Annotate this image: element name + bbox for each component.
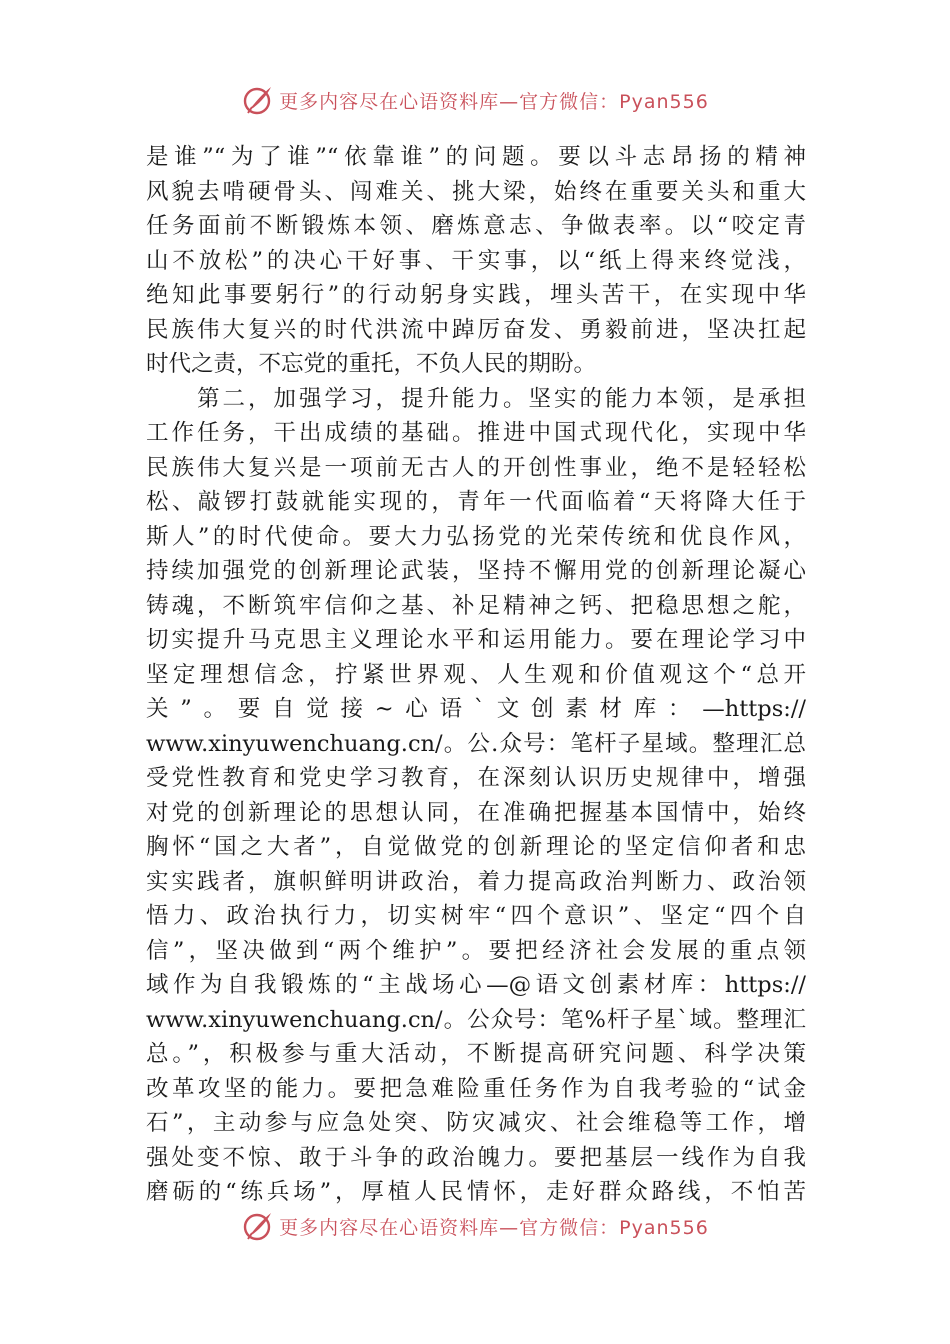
header-watermark-text: 更多内容尽在心语资料库—官方微信：Pyan556 — [279, 90, 709, 113]
text-line: 工作任务，干出成绩的基础。推进中国式现代化，实现中华 — [146, 420, 806, 446]
text-line: 铸魂，不断筑牢信仰之基、补足精神之钙、把稳思想之舵， — [146, 592, 806, 619]
header-watermark — [0, 80, 950, 120]
text-line: 松、敲锣打鼓就能实现的，青年一代面临着“天将降大任于 — [146, 489, 806, 515]
text-line: www.xinyuwenchuang.cn/。公众号：笔%杆子星`域。整理汇 — [146, 1006, 806, 1033]
text-line: 域作为自我锻炼的“主战场心—@语文创素材库：https:// — [146, 972, 806, 998]
text-line: 任务面前不断锻炼本领、磨炼意志、争做表率。以“咬定青 — [146, 213, 806, 239]
text-line: 关”。要自觉接~心语`文创素材库：—https:// — [146, 696, 806, 722]
text-line: 是谁”“为了谁”“依靠谁”的问题。要以斗志昂扬的精神 — [146, 144, 806, 170]
text-line: 时代之责，不忘党的重托，不负人民的期盼。 — [146, 351, 597, 377]
text-line: 斯人”的时代使命。要大力弘扬党的光荣传统和优良作风， — [146, 523, 806, 550]
text-line: 第二，加强学习，提升能力。坚实的能力本领，是承担 — [146, 385, 806, 412]
text-line: 民族伟大复兴的时代洪流中踔厉奋发、勇毅前进，坚决扛起 — [146, 316, 806, 343]
text-line: 山不放松”的决心干好事、干实事，以“纸上得来终觉浅， — [146, 247, 806, 274]
document-body — [146, 140, 806, 1210]
text-line: 悟力、政治执行力，切实树牢“四个意识”、坚定“四个自 — [146, 903, 806, 929]
text-line: 持续加强党的创新理论武装，坚持不懈用党的创新理论凝心 — [146, 558, 806, 584]
text-line: www.xinyuwenchuang.cn/。公.众号：笔杆子星域。整理汇总 — [146, 730, 806, 757]
footer-watermark — [0, 1206, 950, 1246]
text-line: 实实践者，旗帜鲜明讲政治，着力提高政治判断力、政治领 — [146, 868, 806, 895]
text-line: 对党的创新理论的思想认同，在准确把握基本国情中，始终 — [146, 799, 806, 826]
text-line: 石”，主动参与应急处突、防灾减灾、社会维稳等工作，增 — [146, 1110, 806, 1136]
text-line: 信”，坚决做到“两个维护”。要把经济社会发展的重点领 — [146, 937, 806, 964]
text-line: 民族伟大复兴是一项前无古人的开创性事业，绝不是轻轻松 — [146, 454, 806, 481]
text-line: 强处变不惊、敢于斗争的政治魄力。要把基层一线作为自我 — [146, 1144, 806, 1171]
text-line: 坚定理想信念，拧紧世界观、人生观和价值观这个“总开 — [146, 661, 806, 688]
footer-watermark-text: 更多内容尽在心语资料库—官方微信：Pyan556 — [279, 1216, 709, 1239]
text-line: 总。”，积极参与重大活动，不断提高研究问题、科学决策 — [146, 1041, 806, 1067]
text-line: 磨砺的“练兵场”，厚植人民情怀，走好群众路线，不怕苦 — [146, 1179, 806, 1205]
text-line: 受党性教育和党史学习教育，在深刻认识历史规律中，增强 — [146, 765, 806, 791]
quill-pen-logo-icon — [241, 83, 275, 117]
quill-pen-logo-icon — [241, 1209, 275, 1243]
text-line: 绝知此事要躬行”的行动躬身实践，埋头苦干，在实现中华 — [146, 282, 806, 308]
text-line: 切实提升马克思主义理论水平和运用能力。要在理论学习中 — [146, 627, 806, 653]
text-line: 风貌去啃硬骨头、闯难关、挑大梁，始终在重要关头和重大 — [146, 178, 806, 205]
text-line: 改革攻坚的能力。要把急难险重任务作为自我考验的“试金 — [146, 1075, 806, 1102]
text-line: 胸怀“国之大者”，自觉做党的创新理论的坚定信仰者和忠 — [146, 834, 806, 860]
